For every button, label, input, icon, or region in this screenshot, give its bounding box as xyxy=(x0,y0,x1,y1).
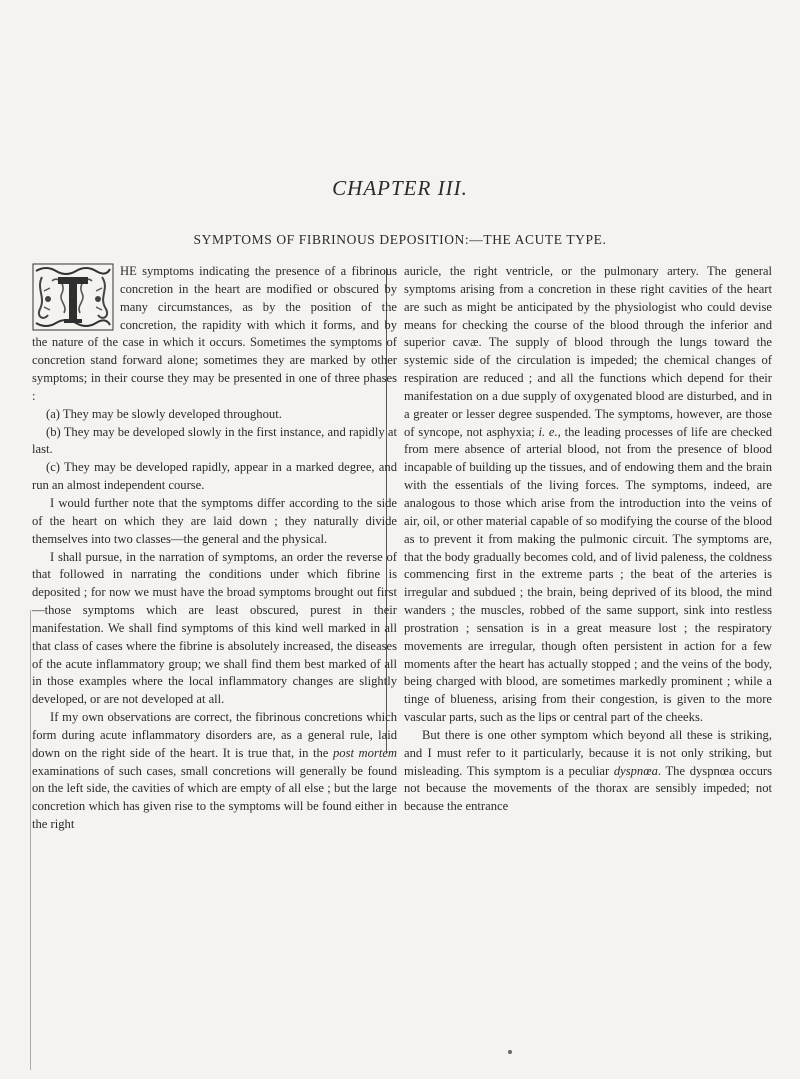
italic-term: dyspnœa xyxy=(613,763,658,778)
paragraph: I shall pursue, in the narration of symptoms, an order the reverse of that followed in narrating the conditions under which fibrine is deposited ; for now we must have the broad symptoms brought out first—those symptoms which are least obscured, purest in their manifestation. We shall find symptoms of this kind well marked in all that class of cases where the fibrine is absolutely increased, the diseases of the acute inflammatory group; we shall find them best marked of all in those examples where the local inflammatory changes are slightly developed, or are not developed at all. xyxy=(32,549,397,707)
ornamental-initial-graphic xyxy=(32,263,114,331)
paragraph-text: But there is one other symptom which beyond all these is striking, and I must refer to it particularly, because it is not only striking, but misleading. This symptom is a peculiar xyxy=(404,727,772,778)
chapter-title: CHAPTER III. xyxy=(332,176,468,200)
paragraph-text: . The dyspnœa occurs not because the movements of the thorax are sensibly impeded; not because the entrance xyxy=(404,763,772,814)
left-column xyxy=(32,263,397,834)
paragraph: I would further note that the symptoms differ according to the side of the heart on which they are laid down ; they naturally divide themselves into two classes—the general and the physical. xyxy=(32,495,397,546)
paragraph-text: examinations of such cases, small concretions will generally be found on the left side, the cavities of which are empty of all else ; but the large concretion which has given rise to the symptoms will be found either in the right xyxy=(32,763,397,832)
list-item: (b) They may be developed slowly in the first instance, and rapidly at last. xyxy=(32,424,397,457)
ornamental-initial xyxy=(32,263,114,331)
italic-term: i. e. xyxy=(538,424,558,439)
right-column xyxy=(404,263,772,816)
italic-term: post mortem xyxy=(332,745,397,760)
section-title: SYMPTOMS OF FIBRINOUS DEPOSITION:—THE ACUTE TYPE. xyxy=(193,232,607,247)
paragraph xyxy=(404,263,772,727)
page-margin-mark xyxy=(30,610,31,1070)
paragraph-text: If my own observations are correct, the fibrinous concretions which form during acute inflammatory disorders are, as a general rule, laid down on the right side of the heart. It is true that, in the xyxy=(32,710,397,760)
paragraph-text: , the leading processes of life are checked from mere absence of arterial blood, not from the presence of blood incapable of building up the tissues, and of endowing them and the brain with the essentials of the living forces. The symptoms, indeed, are analogous to those which arise from the introduction into the veins of air, oil, or other material capable of so modifying the course of the blood as to prevent it from making the pulmonic circuit. The symptoms are, that the body gradually becomes cold, and of livid paleness, the coldness commencing first in the extreme parts ; the beat of the arteries is irregular and subdued ; the brain, being deprived of its blood, the mind wanders ; the muscles, robbed of the same support, sink into restless prostration ; sensation is in a great measure lost ; the respiratory movements are irregular, though often persistent in action for a few moments after the heart has actually stopped ; and the veins of the body, being charged with blood, are sometimes markedly prominent ; while a tinge of blueness, arising from their congestion, is given to the more vascular parts, such as the lips or central part of the cheeks. xyxy=(404,424,772,725)
page-speck xyxy=(508,1050,512,1054)
paragraph-text: auricle, the right ventricle, or the pulmonary artery. The general symptoms arising from a concretion in these right cavities of the heart are such as might be anticipated by the physiologist who could devise means for checking the course of the blood through the inferior and superior cavæ. The supply of blood through the lungs toward the systemic side of the circulation is impeded; the chemical changes of respiration are reduced ; and all the functions which depend for their manifestation on a due supply of oxygenated blood are disturbed, and in a greater or lesser degree suspended. The symptoms, however, are those of syncope, not asphyxia; xyxy=(404,264,772,439)
list-item: (c) They may be developed rapidly, appear in a marked degree, and run an almost independent course. xyxy=(32,460,397,493)
paragraph xyxy=(404,727,772,816)
paragraph xyxy=(32,709,397,834)
paragraph-text: HE symptoms indicating the presence of a fibrinous concretion in the heart are modified or obscured by many circumstances, as by the position of the concretion, the rapidity with which it forms, and by the nature of the case in which it occurs. Sometimes the symptoms of concretion stand forward alone; sometimes they are marked by other symptoms; in their course they may be presented in one of three phases : xyxy=(32,264,397,403)
list-item: (a) They may be slowly developed throughout. xyxy=(46,406,282,421)
